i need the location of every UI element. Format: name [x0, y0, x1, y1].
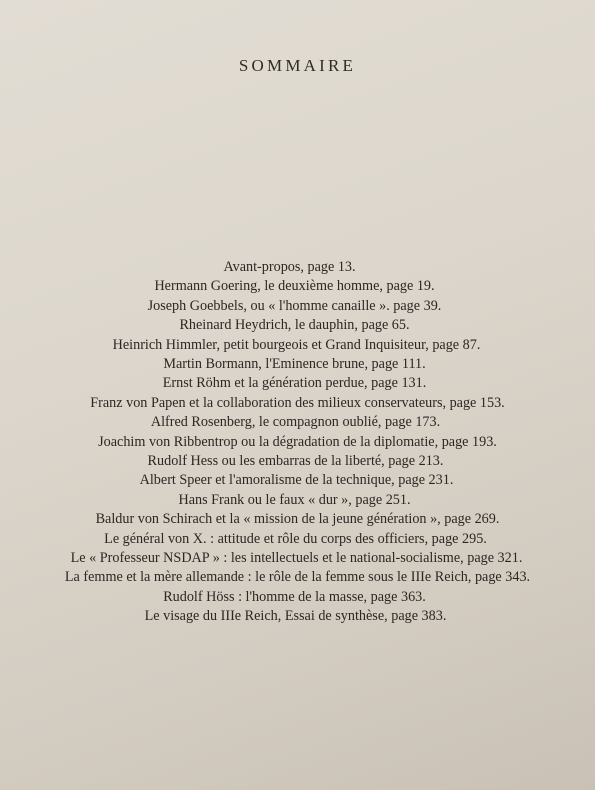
toc-entry: La femme et la mère allemande : le rôle de la femme sous le IIIe Reich, page 343. [64, 569, 531, 586]
toc-entry: Ernst Röhm et la génération perdue, page 131. [162, 375, 427, 392]
toc-entry: Alfred Rosenberg, le compagnon oublié, page 173. [150, 414, 441, 431]
toc-entry: Heinrich Himmler, petit bourgeois et Grand Inquisiteur, page 87. [112, 336, 481, 353]
toc-entry: Le « Professeur NSDAP » : les intellectuels et le national-socialisme, page 321. [70, 550, 523, 566]
toc-entry: Le visage du IIIe Reich, Essai de synthèse, page 383. [144, 608, 447, 625]
toc-entry: Avant-propos, page 13. [223, 259, 356, 275]
toc-entry: Baldur von Schirach et la « mission de la jeune génération », page 269. [95, 511, 500, 528]
toc-entry: Hans Frank ou le faux « dur », page 251. [178, 491, 411, 508]
toc-entry: Franz von Papen et la collaboration des milieux conservateurs, page 153. [90, 394, 505, 411]
toc-entry: Rheinard Heydrich, le dauphin, page 65. [179, 317, 410, 334]
toc-entry: Le général von X. : attitude et rôle du corps des officiers, page 295. [104, 530, 487, 547]
page-title: SOMMAIRE [238, 56, 357, 75]
toc-entry: Hermann Goering, le deuxième homme, page 19. [154, 278, 435, 295]
toc-entry: Rudolf Hess ou les embarras de la liberté, page 213. [147, 453, 444, 469]
toc-entry: Martin Bormann, l'Eminence brune, page 111. [163, 356, 426, 372]
toc-entry: Albert Speer et l'amoralisme de la technique, page 231. [139, 472, 454, 489]
toc-entry: Joseph Goebbels, ou « l'homme canaille ». page 39. [147, 297, 442, 314]
toc-entry: Joachim von Ribbentrop ou la dégradation de la diplomatie, page 193. [98, 433, 497, 450]
toc-entry: Rudolf Höss : l'homme de la masse, page 363. [163, 588, 426, 605]
